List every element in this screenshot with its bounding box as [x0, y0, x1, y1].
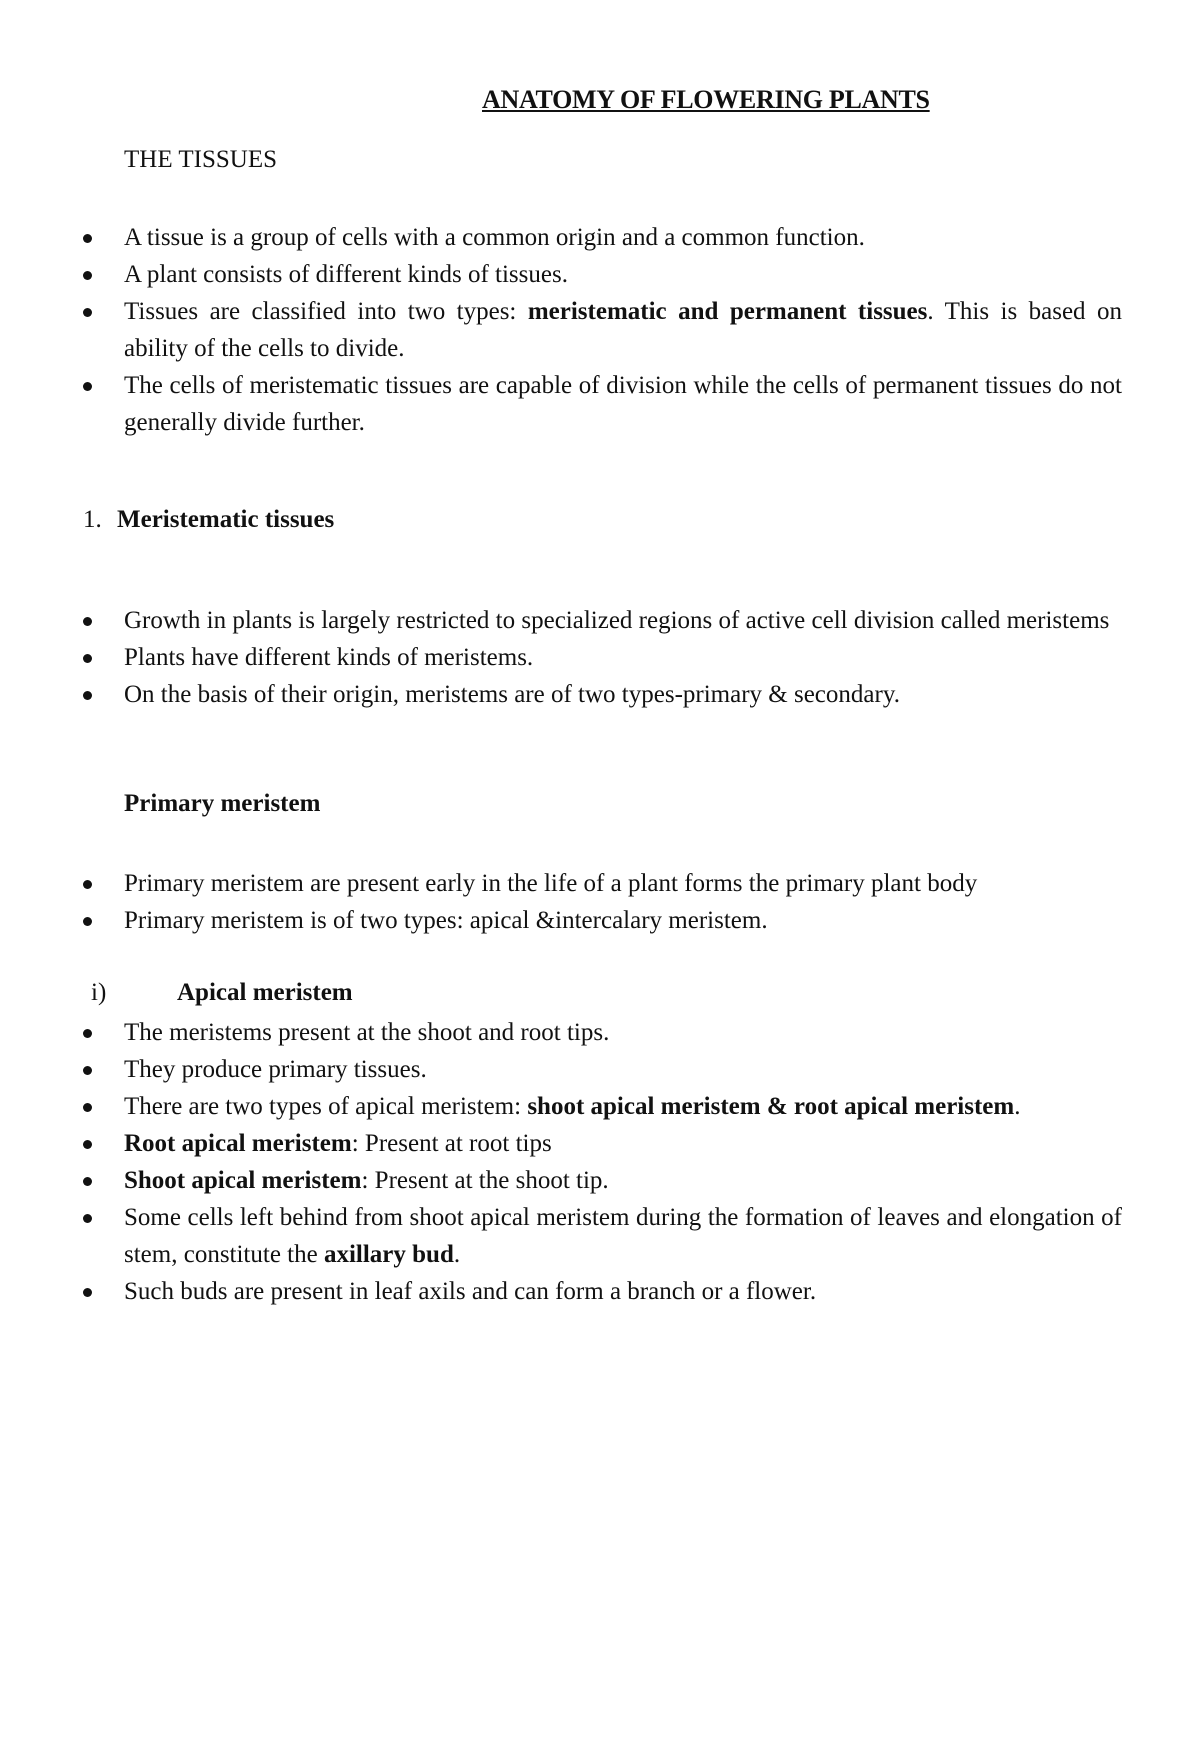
list-item: Root apical meristem: Present at root tips — [0, 1125, 1200, 1162]
bullet-icon — [83, 1288, 92, 1297]
section-heading-apical: Apical meristem — [177, 979, 353, 1006]
primary-bullet-list — [0, 865, 1200, 939]
section-heading-primary: Primary meristem — [124, 790, 321, 817]
list-item: Growth in plants is largely restricted to specialized regions of active cell division called meristems — [0, 602, 1200, 639]
bullet-icon — [83, 1140, 92, 1149]
bullet-icon — [83, 1066, 92, 1075]
list-item: Tissues are classified into two types: meristematic and permanent tissues. This is based on ability of the cells to divide. — [0, 293, 1200, 367]
bullet-icon — [83, 271, 92, 280]
bullet-icon — [83, 382, 92, 391]
list-item: The cells of meristematic tissues are capable of division while the cells of permanent tissues do not generally divide further. — [0, 367, 1200, 441]
bullet-icon — [83, 654, 92, 663]
meristematic-bullet-list — [0, 602, 1200, 713]
document-title: ANATOMY OF FLOWERING PLANTS — [482, 85, 930, 114]
list-item: They produce primary tissues. — [0, 1051, 1200, 1088]
bullet-icon — [83, 917, 92, 926]
apical-bullet-list — [0, 1014, 1200, 1310]
bullet-icon — [83, 617, 92, 626]
bullet-icon — [83, 1214, 92, 1223]
list-item: There are two types of apical meristem: shoot apical meristem & root apical meristem. — [0, 1088, 1200, 1125]
list-item: Primary meristem are present early in the life of a plant forms the primary plant body — [0, 865, 1200, 902]
list-item: A plant consists of different kinds of tissues. — [0, 256, 1200, 293]
list-item: A tissue is a group of cells with a common origin and a common function. — [0, 219, 1200, 256]
bullet-icon — [83, 1029, 92, 1038]
section-heading-tissues: THE TISSUES — [124, 146, 278, 173]
section-heading-meristematic: Meristematic tissues — [117, 506, 335, 533]
bullet-icon — [83, 234, 92, 243]
bold-term: meristematic and permanent tissues — [527, 298, 928, 325]
bullet-icon — [83, 308, 92, 317]
list-item: Such buds are present in leaf axils and can form a branch or a flower. — [0, 1273, 1200, 1310]
bullet-icon — [83, 691, 92, 700]
list-item: On the basis of their origin, meristems are of two types-primary & secondary. — [0, 676, 1200, 713]
section-number-apical: i) — [91, 979, 107, 1006]
list-item: Plants have different kinds of meristems. — [0, 639, 1200, 676]
list-item: Shoot apical meristem: Present at the shoot tip. — [0, 1162, 1200, 1199]
bullet-icon — [83, 1103, 92, 1112]
tissues-bullet-list — [0, 219, 1200, 441]
list-item: Some cells left behind from shoot apical meristem during the formation of leaves and elongation of stem, constitute the axillary bud. — [0, 1199, 1200, 1273]
bold-term: axillary bud — [323, 1241, 454, 1268]
bold-term: Shoot apical meristem — [124, 1167, 362, 1194]
list-item: The meristems present at the shoot and root tips. — [0, 1014, 1200, 1051]
bullet-icon — [83, 880, 92, 889]
section-number-meristematic: 1. — [83, 506, 102, 533]
list-item: Primary meristem is of two types: apical &intercalary meristem. — [0, 902, 1200, 939]
bold-term: shoot apical meristem & root apical meristem — [527, 1093, 1015, 1120]
bold-term: Root apical meristem — [124, 1130, 352, 1157]
bullet-icon — [83, 1177, 92, 1186]
